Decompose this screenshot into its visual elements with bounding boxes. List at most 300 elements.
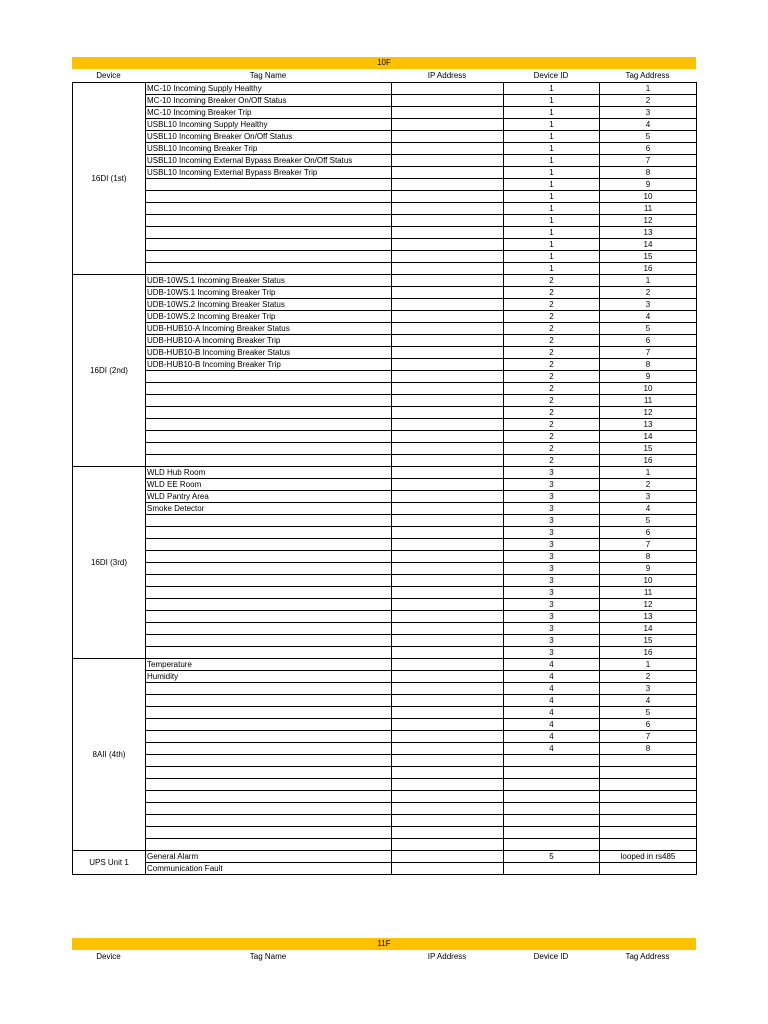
table-row bbox=[73, 587, 697, 599]
device-id-cell bbox=[504, 803, 600, 815]
table-row bbox=[73, 455, 697, 467]
tag-address-cell: 14 bbox=[600, 431, 697, 443]
tag-table-body bbox=[73, 83, 697, 875]
table-row bbox=[73, 827, 697, 839]
table-row bbox=[73, 131, 697, 143]
ip-address-cell bbox=[392, 131, 504, 143]
ip-address-cell bbox=[392, 419, 504, 431]
tag-name-cell: Communication Fault bbox=[146, 863, 392, 875]
table-row bbox=[73, 335, 697, 347]
tag-address-cell: 13 bbox=[600, 227, 697, 239]
tag-address-cell: 4 bbox=[600, 311, 697, 323]
device-cell: 8AII (4th) bbox=[73, 659, 146, 851]
col-device-id: Device ID bbox=[533, 71, 569, 80]
device-id-cell: 2 bbox=[504, 455, 600, 467]
ip-address-cell bbox=[392, 647, 504, 659]
tag-address-cell: 2 bbox=[600, 287, 697, 299]
tag-name-cell bbox=[146, 431, 392, 443]
table-row bbox=[73, 767, 697, 779]
tag-name-cell bbox=[146, 263, 392, 275]
ip-address-cell bbox=[392, 479, 504, 491]
device-cell: UPS Unit 1 bbox=[73, 851, 146, 875]
table-row bbox=[73, 155, 697, 167]
table-row bbox=[73, 203, 697, 215]
tag-name-cell: General Alarm bbox=[146, 851, 392, 863]
ip-address-cell bbox=[392, 299, 504, 311]
table-row bbox=[73, 791, 697, 803]
device-id-cell: 2 bbox=[504, 419, 600, 431]
tag-name-cell bbox=[146, 767, 392, 779]
tag-name-cell bbox=[146, 191, 392, 203]
tag-name-cell: UDB-HUB10-B Incoming Breaker Status bbox=[146, 347, 392, 359]
tag-address-cell: 7 bbox=[600, 155, 697, 167]
device-id-cell: 3 bbox=[504, 515, 600, 527]
col-ip-address: IP Address bbox=[427, 71, 467, 80]
table-row bbox=[73, 251, 697, 263]
tag-address-cell: 7 bbox=[600, 731, 697, 743]
tag-address-cell: 9 bbox=[600, 179, 697, 191]
tag-address-cell: 16 bbox=[600, 263, 697, 275]
table-row bbox=[73, 851, 697, 863]
device-id-cell: 1 bbox=[504, 167, 600, 179]
tag-name-cell bbox=[146, 551, 392, 563]
device-id-cell: 4 bbox=[504, 683, 600, 695]
tag-name-cell bbox=[146, 755, 392, 767]
table-row bbox=[73, 263, 697, 275]
tag-address-cell: 2 bbox=[600, 479, 697, 491]
device-id-cell: 1 bbox=[504, 227, 600, 239]
floor-title: 10F bbox=[377, 58, 391, 67]
tag-name-cell bbox=[146, 239, 392, 251]
tag-address-cell: 1 bbox=[600, 83, 697, 95]
device-id-cell bbox=[504, 767, 600, 779]
tag-address-cell bbox=[600, 863, 697, 875]
ip-address-cell bbox=[392, 827, 504, 839]
tag-name-cell: USBL10 Incoming Supply Healthy bbox=[146, 119, 392, 131]
device-id-cell: 4 bbox=[504, 743, 600, 755]
tag-address-cell: 12 bbox=[600, 407, 697, 419]
device-id-cell: 1 bbox=[504, 191, 600, 203]
tag-address-cell: 11 bbox=[600, 203, 697, 215]
ip-address-cell bbox=[392, 671, 504, 683]
tag-address-cell: 8 bbox=[600, 167, 697, 179]
tag-name-cell bbox=[146, 371, 392, 383]
ip-address-cell bbox=[392, 707, 504, 719]
tag-address-cell: 9 bbox=[600, 371, 697, 383]
device-id-cell: 4 bbox=[504, 719, 600, 731]
tag-name-cell bbox=[146, 227, 392, 239]
tag-name-cell bbox=[146, 563, 392, 575]
device-id-cell bbox=[504, 779, 600, 791]
device-id-cell: 3 bbox=[504, 623, 600, 635]
ip-address-cell bbox=[392, 191, 504, 203]
tag-address-cell: 12 bbox=[600, 599, 697, 611]
ip-address-cell bbox=[392, 539, 504, 551]
tag-address-cell: 4 bbox=[600, 119, 697, 131]
tag-address-cell: 9 bbox=[600, 563, 697, 575]
ip-address-cell bbox=[392, 731, 504, 743]
table-row bbox=[73, 419, 697, 431]
tag-name-cell: USBL10 Incoming External Bypass Breaker Trip bbox=[146, 167, 392, 179]
column-header-row bbox=[72, 69, 696, 82]
tag-name-cell: USBL10 Incoming Breaker On/Off Status bbox=[146, 131, 392, 143]
tag-address-cell: 14 bbox=[600, 623, 697, 635]
tag-name-cell bbox=[146, 407, 392, 419]
tag-address-cell: 8 bbox=[600, 551, 697, 563]
col-tag-name: Tag Name bbox=[249, 952, 287, 961]
table-row bbox=[73, 227, 697, 239]
tag-name-cell bbox=[146, 719, 392, 731]
device-id-cell bbox=[504, 791, 600, 803]
table-row bbox=[73, 191, 697, 203]
ip-address-cell bbox=[392, 443, 504, 455]
device-id-cell: 1 bbox=[504, 215, 600, 227]
device-id-cell: 1 bbox=[504, 107, 600, 119]
table-row bbox=[73, 743, 697, 755]
tag-name-cell bbox=[146, 215, 392, 227]
table-row bbox=[73, 695, 697, 707]
table-row bbox=[73, 863, 697, 875]
table-row bbox=[73, 239, 697, 251]
table-row bbox=[73, 503, 697, 515]
ip-address-cell bbox=[392, 395, 504, 407]
ip-address-cell bbox=[392, 551, 504, 563]
tag-name-cell: WLD EE Room bbox=[146, 479, 392, 491]
ip-address-cell bbox=[392, 587, 504, 599]
tag-address-cell: 6 bbox=[600, 335, 697, 347]
tag-address-cell bbox=[600, 803, 697, 815]
device-id-cell bbox=[504, 863, 600, 875]
tag-address-cell: 14 bbox=[600, 239, 697, 251]
ip-address-cell bbox=[392, 431, 504, 443]
tag-name-cell bbox=[146, 599, 392, 611]
device-id-cell: 2 bbox=[504, 383, 600, 395]
ip-address-cell bbox=[392, 815, 504, 827]
device-id-cell: 3 bbox=[504, 575, 600, 587]
device-cell: 16DI (1st) bbox=[73, 83, 146, 275]
tag-name-cell bbox=[146, 683, 392, 695]
ip-address-cell bbox=[392, 743, 504, 755]
tag-address-cell: 5 bbox=[600, 131, 697, 143]
tag-address-cell bbox=[600, 755, 697, 767]
ip-address-cell bbox=[392, 311, 504, 323]
tag-name-cell bbox=[146, 743, 392, 755]
ip-address-cell bbox=[392, 527, 504, 539]
table-row bbox=[73, 671, 697, 683]
tag-address-cell: 3 bbox=[600, 107, 697, 119]
device-id-cell: 4 bbox=[504, 695, 600, 707]
tag-name-cell bbox=[146, 383, 392, 395]
ip-address-cell bbox=[392, 203, 504, 215]
tag-name-cell: USBL10 Incoming External Bypass Breaker On/Off Status bbox=[146, 155, 392, 167]
device-id-cell: 2 bbox=[504, 371, 600, 383]
table-row bbox=[73, 83, 697, 95]
ip-address-cell bbox=[392, 503, 504, 515]
device-id-cell: 2 bbox=[504, 311, 600, 323]
device-id-cell: 4 bbox=[504, 671, 600, 683]
tag-name-cell bbox=[146, 731, 392, 743]
tag-name-cell bbox=[146, 527, 392, 539]
tag-address-cell: 1 bbox=[600, 659, 697, 671]
device-id-cell: 1 bbox=[504, 83, 600, 95]
table-row bbox=[73, 575, 697, 587]
tag-address-cell: 15 bbox=[600, 635, 697, 647]
ip-address-cell bbox=[392, 287, 504, 299]
table-row bbox=[73, 107, 697, 119]
device-id-cell: 1 bbox=[504, 179, 600, 191]
tag-name-cell: UDB-10WS.1 Incoming Breaker Trip bbox=[146, 287, 392, 299]
device-id-cell: 3 bbox=[504, 587, 600, 599]
floor-title: 11F bbox=[377, 939, 391, 948]
table-row bbox=[73, 623, 697, 635]
tag-address-cell: 3 bbox=[600, 491, 697, 503]
table-row bbox=[73, 635, 697, 647]
device-id-cell: 3 bbox=[504, 551, 600, 563]
device-id-cell: 2 bbox=[504, 359, 600, 371]
table-row bbox=[73, 431, 697, 443]
device-id-cell: 1 bbox=[504, 203, 600, 215]
tag-address-cell: 5 bbox=[600, 707, 697, 719]
tag-address-cell bbox=[600, 839, 697, 851]
table-row bbox=[73, 215, 697, 227]
ip-address-cell bbox=[392, 275, 504, 287]
device-id-cell: 1 bbox=[504, 155, 600, 167]
table-row bbox=[73, 323, 697, 335]
ip-address-cell bbox=[392, 107, 504, 119]
device-id-cell: 2 bbox=[504, 431, 600, 443]
tag-address-cell: 7 bbox=[600, 347, 697, 359]
device-id-cell: 2 bbox=[504, 287, 600, 299]
ip-address-cell bbox=[392, 95, 504, 107]
device-id-cell: 3 bbox=[504, 467, 600, 479]
device-id-cell: 2 bbox=[504, 407, 600, 419]
table-row bbox=[73, 275, 697, 287]
tag-name-cell: WLD Hub Room bbox=[146, 467, 392, 479]
ip-address-cell bbox=[392, 563, 504, 575]
tag-address-cell: 16 bbox=[600, 455, 697, 467]
tag-address-cell: 10 bbox=[600, 383, 697, 395]
table-row bbox=[73, 443, 697, 455]
table-row bbox=[73, 299, 697, 311]
ip-address-cell bbox=[392, 515, 504, 527]
tag-name-cell: UDB-10WS.1 Incoming Breaker Status bbox=[146, 275, 392, 287]
device-id-cell: 4 bbox=[504, 731, 600, 743]
device-id-cell: 1 bbox=[504, 143, 600, 155]
table-row bbox=[73, 647, 697, 659]
device-id-cell bbox=[504, 755, 600, 767]
tag-name-cell: Temperature bbox=[146, 659, 392, 671]
device-id-cell: 1 bbox=[504, 263, 600, 275]
tag-name-cell: USBL10 Incoming Breaker Trip bbox=[146, 143, 392, 155]
tag-address-cell: 6 bbox=[600, 143, 697, 155]
tag-address-cell bbox=[600, 827, 697, 839]
tag-name-cell: UDB-HUB10-A Incoming Breaker Status bbox=[146, 323, 392, 335]
tag-address-cell: 15 bbox=[600, 443, 697, 455]
ip-address-cell bbox=[392, 251, 504, 263]
ip-address-cell bbox=[392, 263, 504, 275]
ip-address-cell bbox=[392, 143, 504, 155]
ip-address-cell bbox=[392, 719, 504, 731]
ip-address-cell bbox=[392, 851, 504, 863]
tag-name-cell bbox=[146, 707, 392, 719]
tag-address-cell: 11 bbox=[600, 587, 697, 599]
ip-address-cell bbox=[392, 803, 504, 815]
table-row bbox=[73, 395, 697, 407]
table-row bbox=[73, 803, 697, 815]
table-row bbox=[73, 179, 697, 191]
tag-name-cell bbox=[146, 611, 392, 623]
ip-address-cell bbox=[392, 227, 504, 239]
device-id-cell: 2 bbox=[504, 347, 600, 359]
table-row bbox=[73, 287, 697, 299]
tag-address-cell: 8 bbox=[600, 743, 697, 755]
ip-address-cell bbox=[392, 455, 504, 467]
table-row bbox=[73, 479, 697, 491]
tag-address-cell: 12 bbox=[600, 215, 697, 227]
device-cell: 16DI (2nd) bbox=[73, 275, 146, 467]
tag-address-cell: 5 bbox=[600, 515, 697, 527]
device-id-cell: 2 bbox=[504, 395, 600, 407]
ip-address-cell bbox=[392, 767, 504, 779]
table-row bbox=[73, 539, 697, 551]
col-tag-name: Tag Name bbox=[249, 71, 287, 80]
table-row bbox=[73, 167, 697, 179]
device-id-cell: 1 bbox=[504, 95, 600, 107]
table-row bbox=[73, 143, 697, 155]
tag-name-cell bbox=[146, 647, 392, 659]
tag-name-cell: MC-10 Incoming Supply Healthy bbox=[146, 83, 392, 95]
tag-name-cell bbox=[146, 779, 392, 791]
table-row bbox=[73, 719, 697, 731]
ip-address-cell bbox=[392, 863, 504, 875]
ip-address-cell bbox=[392, 599, 504, 611]
ip-address-cell bbox=[392, 659, 504, 671]
col-device: Device bbox=[96, 952, 121, 961]
device-id-cell: 3 bbox=[504, 611, 600, 623]
tag-name-cell bbox=[146, 623, 392, 635]
device-id-cell: 5 bbox=[504, 851, 600, 863]
table-row bbox=[73, 731, 697, 743]
col-tag-address: Tag Address bbox=[625, 71, 670, 80]
device-cell: 16DI (3rd) bbox=[73, 467, 146, 659]
table-row bbox=[73, 551, 697, 563]
ip-address-cell bbox=[392, 491, 504, 503]
tag-address-cell: 5 bbox=[600, 323, 697, 335]
tag-name-cell bbox=[146, 839, 392, 851]
tag-address-cell bbox=[600, 791, 697, 803]
tag-address-cell bbox=[600, 779, 697, 791]
device-id-cell: 2 bbox=[504, 275, 600, 287]
tag-address-cell: 7 bbox=[600, 539, 697, 551]
tag-address-cell: 13 bbox=[600, 611, 697, 623]
ip-address-cell bbox=[392, 791, 504, 803]
tag-address-cell: 2 bbox=[600, 671, 697, 683]
ip-address-cell bbox=[392, 779, 504, 791]
tag-name-cell bbox=[146, 587, 392, 599]
ip-address-cell bbox=[392, 323, 504, 335]
table-row bbox=[73, 779, 697, 791]
tag-address-cell: 8 bbox=[600, 359, 697, 371]
tag-name-cell: WLD Pantry Area bbox=[146, 491, 392, 503]
tag-address-cell bbox=[600, 767, 697, 779]
device-id-cell: 3 bbox=[504, 491, 600, 503]
floor-banner-10f bbox=[72, 57, 696, 69]
ip-address-cell bbox=[392, 167, 504, 179]
ip-address-cell bbox=[392, 215, 504, 227]
table-row bbox=[73, 527, 697, 539]
tag-name-cell bbox=[146, 539, 392, 551]
device-id-cell: 1 bbox=[504, 251, 600, 263]
tag-address-cell: 1 bbox=[600, 467, 697, 479]
tag-address-cell: looped in rs485 bbox=[600, 851, 697, 863]
table-row bbox=[73, 755, 697, 767]
table-row bbox=[73, 383, 697, 395]
ip-address-cell bbox=[392, 179, 504, 191]
table-row bbox=[73, 359, 697, 371]
ip-address-cell bbox=[392, 467, 504, 479]
tag-name-cell bbox=[146, 179, 392, 191]
tag-name-cell bbox=[146, 803, 392, 815]
table-row bbox=[73, 839, 697, 851]
tag-address-cell: 15 bbox=[600, 251, 697, 263]
table-row bbox=[73, 119, 697, 131]
device-id-cell: 2 bbox=[504, 299, 600, 311]
col-device-id: Device ID bbox=[533, 952, 569, 961]
tag-name-cell: Smoke Detector bbox=[146, 503, 392, 515]
ip-address-cell bbox=[392, 575, 504, 587]
col-tag-address: Tag Address bbox=[625, 952, 670, 961]
ip-address-cell bbox=[392, 383, 504, 395]
device-id-cell: 1 bbox=[504, 131, 600, 143]
tag-name-cell bbox=[146, 575, 392, 587]
ip-address-cell bbox=[392, 839, 504, 851]
table-row bbox=[73, 515, 697, 527]
tag-address-cell: 10 bbox=[600, 191, 697, 203]
col-device: Device bbox=[96, 71, 121, 80]
tag-name-cell: MC-10 Incoming Breaker Trip bbox=[146, 107, 392, 119]
tag-address-cell: 10 bbox=[600, 575, 697, 587]
tag-name-cell bbox=[146, 635, 392, 647]
table-row bbox=[73, 815, 697, 827]
tag-address-cell: 6 bbox=[600, 719, 697, 731]
ip-address-cell bbox=[392, 359, 504, 371]
tag-name-cell bbox=[146, 791, 392, 803]
tag-address-cell: 6 bbox=[600, 527, 697, 539]
device-id-cell: 4 bbox=[504, 659, 600, 671]
tag-address-cell: 3 bbox=[600, 299, 697, 311]
tag-name-cell bbox=[146, 695, 392, 707]
ip-address-cell bbox=[392, 347, 504, 359]
ip-address-cell bbox=[392, 239, 504, 251]
tag-name-cell: MC-10 Incoming Breaker On/Off Status bbox=[146, 95, 392, 107]
device-id-cell bbox=[504, 815, 600, 827]
tag-name-cell bbox=[146, 395, 392, 407]
floor-banner-11f bbox=[72, 938, 696, 950]
device-id-cell: 3 bbox=[504, 527, 600, 539]
ip-address-cell bbox=[392, 83, 504, 95]
table-row bbox=[73, 611, 697, 623]
ip-address-cell bbox=[392, 695, 504, 707]
tag-address-cell: 1 bbox=[600, 275, 697, 287]
device-id-cell: 1 bbox=[504, 119, 600, 131]
ip-address-cell bbox=[392, 755, 504, 767]
tag-address-cell: 13 bbox=[600, 419, 697, 431]
tag-address-cell: 4 bbox=[600, 695, 697, 707]
tag-name-cell bbox=[146, 251, 392, 263]
table-row bbox=[73, 659, 697, 671]
tag-name-cell bbox=[146, 515, 392, 527]
table-row bbox=[73, 347, 697, 359]
